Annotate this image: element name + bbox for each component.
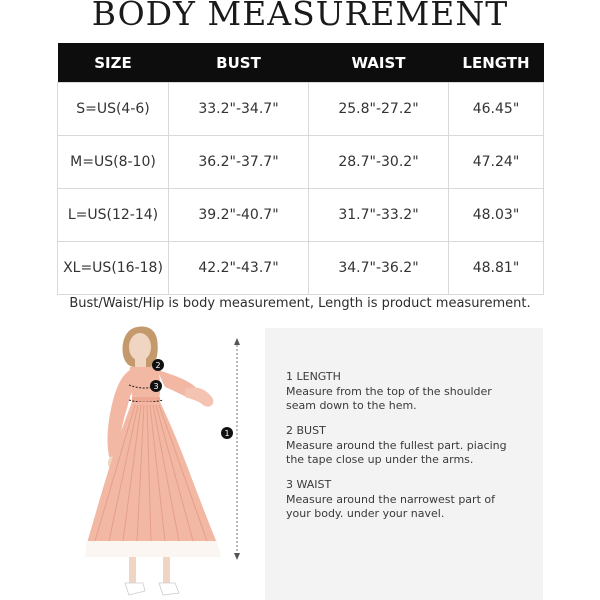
instruction-heading: 3 WAIST: [286, 478, 332, 491]
marker-bust-label: 2: [155, 361, 161, 370]
table-row: [58, 83, 544, 136]
instruction-line: your body. under your navel.: [286, 507, 445, 520]
instruction-heading: 2 BUST: [286, 424, 326, 437]
left-leg: [129, 557, 136, 583]
table-row: [58, 242, 544, 295]
cell-bust: 36.2"-37.7": [169, 136, 309, 189]
page-title: BODY MEASUREMENT: [91, 0, 509, 33]
right-leg: [163, 557, 170, 583]
size-chart-table: [57, 43, 544, 295]
header-length: LENGTH: [449, 43, 544, 83]
dress-model-illustration: [85, 325, 255, 600]
cell-length: 46.45": [449, 83, 544, 136]
cell-length: 47.24": [449, 136, 544, 189]
cell-waist: 34.7"-36.2": [309, 242, 449, 295]
cell-waist: 31.7"-33.2": [309, 189, 449, 242]
instruction-line: Measure around the fullest part. piacing: [286, 438, 507, 452]
cell-waist: 25.8"-27.2": [309, 83, 449, 136]
measurement-note: Bust/Waist/Hip is body measurement, Length is product measurement.: [69, 296, 531, 311]
cell-length: 48.81": [449, 242, 544, 295]
cell-bust: 33.2"-34.7": [169, 83, 309, 136]
neck-shape: [135, 358, 146, 367]
cell-size: M=US(8-10): [58, 136, 169, 189]
length-arrow-bottom: [234, 553, 240, 560]
instruction-length: [286, 370, 492, 414]
instruction-waist: [286, 478, 495, 522]
instruction-heading: 1 LENGTH: [286, 370, 341, 383]
cell-length: 48.03": [449, 189, 544, 242]
table-header-row: [58, 43, 544, 83]
right-shoe: [159, 583, 179, 595]
cell-bust: 42.2"-43.7": [169, 242, 309, 295]
table-row: [58, 189, 544, 242]
header-size: SIZE: [58, 43, 169, 83]
instruction-bust: [286, 424, 507, 468]
left-shoe: [125, 583, 145, 595]
table-row: [58, 136, 544, 189]
marker-waist-label: 3: [153, 382, 159, 391]
white-hem: [85, 541, 221, 557]
instruction-line: seam down to the hem.: [286, 399, 417, 412]
header-waist: WAIST: [309, 43, 449, 83]
cell-size: XL=US(16-18): [58, 242, 169, 295]
cell-size: S=US(4-6): [58, 83, 169, 136]
cell-size: L=US(12-14): [58, 189, 169, 242]
instruction-line: Measure around the narrowest part of: [286, 492, 495, 506]
marker-length-label: 1: [224, 429, 230, 438]
cell-waist: 28.7"-30.2": [309, 136, 449, 189]
right-cuff-ruffle: [185, 387, 213, 406]
length-arrow-top: [234, 338, 240, 345]
instructions-panel: [265, 328, 543, 600]
instruction-line: the tape close up under the arms.: [286, 453, 474, 466]
cell-bust: 39.2"-40.7": [169, 189, 309, 242]
instruction-line: Measure from the top of the shoulder: [286, 384, 492, 398]
header-bust: BUST: [169, 43, 309, 83]
face-shape: [129, 333, 151, 361]
